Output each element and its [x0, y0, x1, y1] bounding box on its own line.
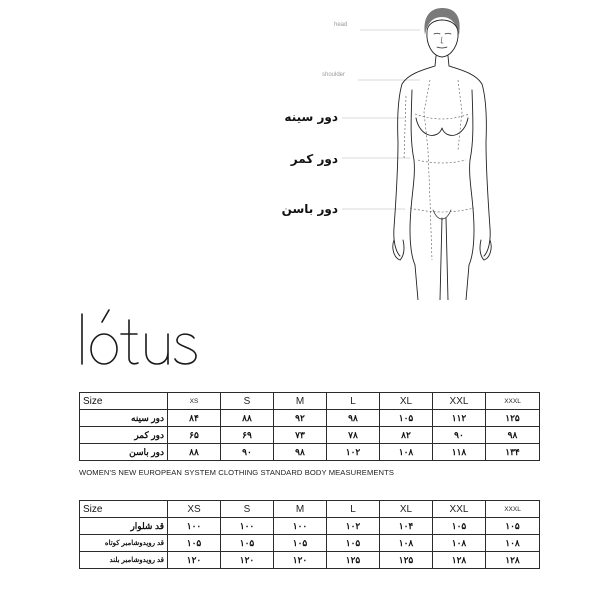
table-row	[80, 410, 540, 427]
table-cell: ۸۴	[168, 410, 221, 427]
size-header: Size	[80, 393, 168, 410]
table-cell: ۱۲۸	[433, 552, 486, 569]
table-cell: ۱۰۵	[221, 535, 274, 552]
size-m-header: M	[274, 393, 327, 410]
hair-shape	[424, 8, 459, 35]
table-cell: ۹۸	[327, 410, 380, 427]
table-cell: ۹۸	[486, 427, 540, 444]
table-cell: ۱۲۵	[380, 552, 433, 569]
table-cell: ۷۳	[274, 427, 327, 444]
table-header-row	[80, 501, 540, 518]
row-label: دور باسن	[80, 444, 168, 461]
table-header-row	[80, 393, 540, 410]
size-s-header: S	[221, 501, 274, 518]
size-xxl-header: XXL	[433, 501, 486, 518]
table-cell: ۹۰	[221, 444, 274, 461]
size-xl-header: XL	[380, 501, 433, 518]
table-cell: ۱۲۰	[274, 552, 327, 569]
table-cell: ۱۰۸	[433, 535, 486, 552]
bust-label: دور سینه	[284, 110, 338, 124]
table-cell: ۱۰۵	[380, 410, 433, 427]
table-cell: ۱۲۵	[327, 552, 380, 569]
row-label: دور کمر	[80, 427, 168, 444]
lotus-logo	[74, 300, 204, 376]
size-xl-header: XL	[380, 393, 433, 410]
row-label: قد رویدوشامبر بلند	[80, 552, 168, 569]
table-row	[80, 444, 540, 461]
table-cell: ۶۹	[221, 427, 274, 444]
size-xxl-header: XXL	[433, 393, 486, 410]
table-cell: ۱۱۸	[433, 444, 486, 461]
table-cell: ۱۰۴	[380, 518, 433, 535]
table-cell: ۱۱۲	[433, 410, 486, 427]
table-cell: ۸۸	[168, 444, 221, 461]
table-caption: WOMEN'S NEW EUROPEAN SYSTEM CLOTHING STANDARD BODY MEASUREMENTS	[79, 468, 395, 477]
row-label: قد رویدوشامبر کوتاه	[80, 535, 168, 552]
lotus-logo-mark	[74, 300, 204, 376]
row-label: قد شلوار	[80, 518, 168, 535]
body-measurements-table	[79, 392, 540, 461]
garment-length-table	[79, 500, 540, 569]
hips-measure-line	[410, 208, 474, 212]
size-header: Size	[80, 501, 168, 518]
bust-measure-line	[415, 114, 469, 119]
table-cell: ۱۰۵	[168, 535, 221, 552]
table-cell: ۱۰۸	[380, 444, 433, 461]
size-xs-header: XS	[168, 501, 221, 518]
table-cell: ۱۲۵	[486, 410, 540, 427]
table-cell: ۱۰۸	[486, 535, 540, 552]
size-xs-header: XS	[168, 393, 221, 410]
size-xxxl-header: XXXL	[486, 393, 540, 410]
size-xxxl-header: XXXL	[486, 501, 540, 518]
table-cell: ۸۲	[380, 427, 433, 444]
body-outline	[393, 20, 491, 300]
size-l-header: L	[327, 501, 380, 518]
table-cell: ۱۰۵	[274, 535, 327, 552]
table-cell: ۱۲۰	[221, 552, 274, 569]
table-row	[80, 518, 540, 535]
table-cell: ۱۰۰	[221, 518, 274, 535]
table-cell: ۱۲۰	[168, 552, 221, 569]
size-l-header: L	[327, 393, 380, 410]
size-s-header: S	[221, 393, 274, 410]
table-row	[80, 535, 540, 552]
table-cell: ۱۰۵	[486, 518, 540, 535]
table-cell: ۱۰۰	[168, 518, 221, 535]
table-cell: ۹۲	[274, 410, 327, 427]
side-measure-line	[424, 80, 432, 260]
table-cell: ۱۲۸	[486, 552, 540, 569]
table-cell: ۷۸	[327, 427, 380, 444]
hips-label: دور باسن	[281, 202, 338, 216]
table-cell: ۱۰۰	[274, 518, 327, 535]
head-label: head	[334, 22, 348, 28]
table-cell: ۹۰	[433, 427, 486, 444]
table-cell: ۹۸	[274, 444, 327, 461]
table-cell: ۱۰۲	[327, 444, 380, 461]
table-cell: ۱۰۲	[327, 518, 380, 535]
table-cell: ۱۰۵	[327, 535, 380, 552]
waist-label: دور کمر	[290, 152, 338, 166]
table-cell: ۱۰۸	[380, 535, 433, 552]
table-row	[80, 427, 540, 444]
shoulder-label: shoulder	[322, 72, 346, 78]
size-m-header: M	[274, 501, 327, 518]
table-cell: ۶۵	[168, 427, 221, 444]
waist-measure-line	[418, 160, 466, 163]
table-cell: ۸۸	[221, 410, 274, 427]
table-cell: ۱۳۴	[486, 444, 540, 461]
table-row	[80, 552, 540, 569]
row-label: دور سینه	[80, 410, 168, 427]
table-cell: ۱۰۵	[433, 518, 486, 535]
